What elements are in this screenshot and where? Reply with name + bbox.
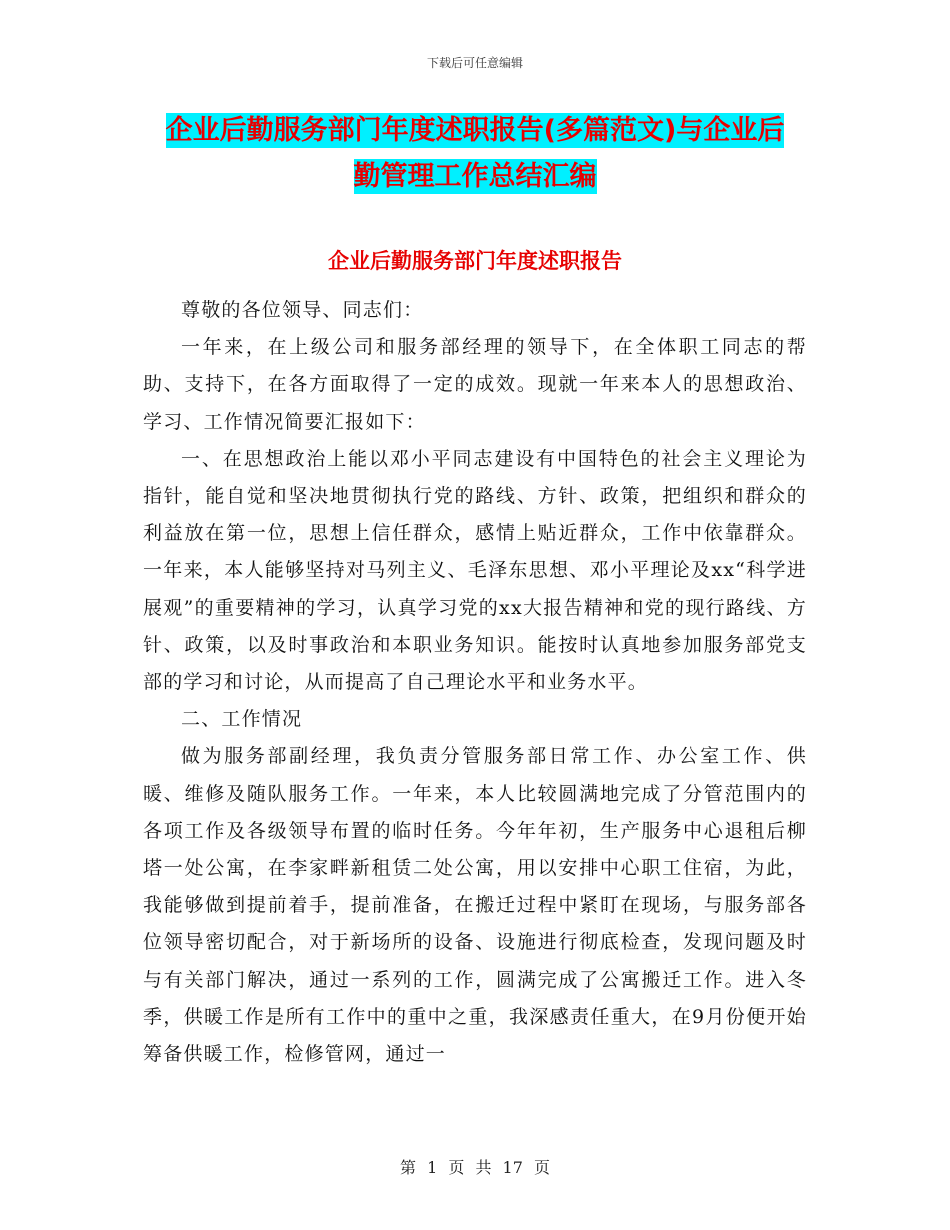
body-paragraph: 做为服务部副经理，我负责分管服务部日常工作、办公室工作、供暖、维修及随队服务工作。一年来，本人比较圆满地完成了分管范围内的各项工作及各级领导布置的临时任务。今年年初，生产服务中心退租后柳塔一处公寓，在李家畔新租赁二处公寓，用以安排中心职工住宿，为此，我能够做到提前着手，提前准备，在搬迁过程中紧盯在现场，与服务部各位领导密切配合，对于新场所的设备、设施进行彻底检查，发现问题及时与有关部门解决，通过一系列的工作，圆满完成了公寓搬迁工作。进入冬季，供暖工作是所有工作中的重中之重，我深感责任重大，在9月份便开始筹备供暖工作，检修管网，通过一 [143, 745, 807, 1066]
body-paragraph: 一年来，在上级公司和服务部经理的领导下，在全体职工同志的帮助、支持下，在各方面取得了一定的成效。现就一年来本人的思想政治、学习、工作情况简要汇报如下： [143, 336, 807, 433]
body-paragraph: 二、工作情况 [181, 708, 303, 731]
document-title-line-2: 勤管理工作总结汇编 [353, 161, 597, 192]
section-title: 企业后勤服务部门年度述职报告 [328, 249, 622, 273]
body-paragraph: 一、在思想政治上能以邓小平同志建设有中国特色的社会主义理论为指针，能自觉和坚决地贯彻执行党的路线、方针、政策，把组织和群众的利益放在第一位，思想上信任群众，感情上贴近群众，工作中依靠群众。一年来，本人能够坚持对马列主义、毛泽东思想、邓小平理论及xx“科学进展观”的重要精神的学习，认真学习党的xx大报告精神和党的现行路线、方针、政策，以及时事政治和本职业务知识。能按时认真地参加服务部党支部的学习和讨论，从而提高了自己理论水平和业务水平。 [143, 447, 807, 694]
body-paragraph: 尊敬的各位领导、同志们： [181, 299, 424, 321]
header-note: 下载后可任意编辑 [426, 56, 523, 70]
document-title-line-1: 企业后勤服务部门年度述职报告(多篇范文)与企业后 [165, 115, 785, 146]
page-number: 第 1 页 共 17 页 [400, 1158, 550, 1177]
document-title [0, 108, 950, 200]
document-body [143, 292, 807, 1073]
